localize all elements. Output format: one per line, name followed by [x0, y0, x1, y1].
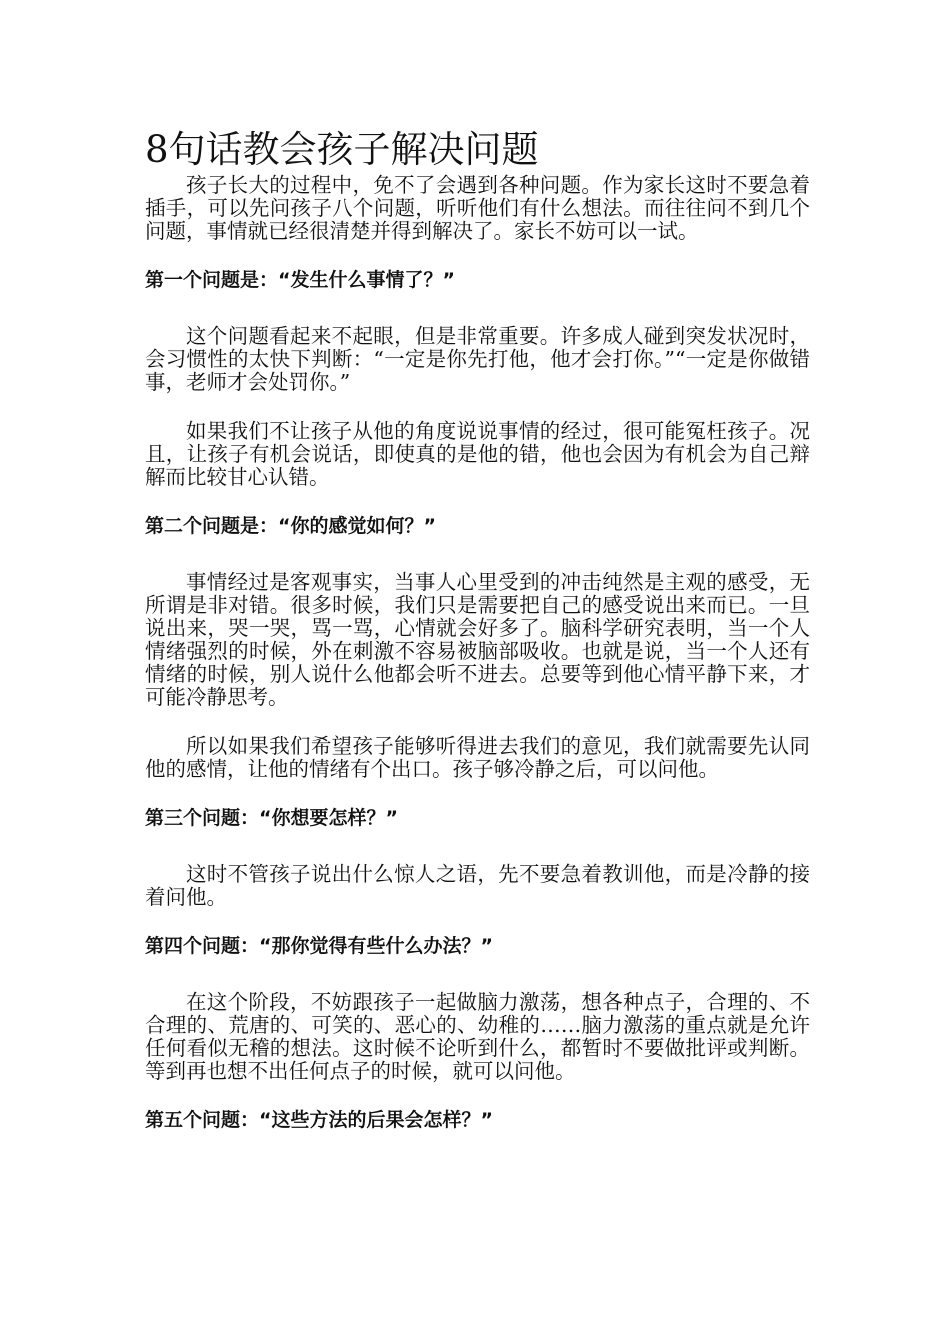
- intro-paragraph: 孩子长大的过程中，免不了会遇到各种问题。作为家长这时不要急着插手，可以先问孩子八个问题，听听他们有什么想法。而往往问不到几个问题，事情就已经很清楚并得到解决了。家长不妨可以一试。: [145, 173, 810, 243]
- paragraph: 如果我们不让孩子从他的角度说说事情的经过，很可能冤枉孩子。况且，让孩子有机会说话，即使真的是他的错，他也会因为有机会为自己辩解而比较甘心认错。: [145, 419, 810, 489]
- document-title: 8句话教会孩子解决问题: [145, 128, 539, 171]
- document-page: [145, 128, 810, 1132]
- question-3-heading: 第三个问题：“你想要怎样？”: [145, 807, 398, 829]
- paragraph: 这时不管孩子说出什么惊人之语，先不要急着教训他，而是冷静的接着问他。: [145, 862, 810, 909]
- paragraph: 在这个阶段，不妨跟孩子一起做脑力激荡，想各种点子，合理的、不合理的、荒唐的、可笑的、恶心的、幼稚的……脑力激荡的重点就是允许任何看似无稽的想法。这时候不论听到什么，都暂时不要做批评或判断。等到再也想不出任何点子的时候，就可以问他。: [145, 990, 810, 1083]
- paragraph: 事情经过是客观事实，当事人心里受到的冲击纯然是主观的感受，无所谓是非对错。很多时候，我们只是需要把自己的感受说出来而已。一旦说出来，哭一哭，骂一骂，心情就会好多了。脑科学研究表明，当一个人情绪强烈的时候，外在刺激不容易被脑部吸收。也就是说，当一个人还有情绪的时候，别人说什么他都会听不进去。总要等到他心情平静下来，才可能冷静思考。: [145, 570, 810, 709]
- paragraph: 所以如果我们希望孩子能够听得进去我们的意见，我们就需要先认同他的感情，让他的情绪有个出口。孩子够冷静之后，可以问他。: [145, 734, 810, 781]
- question-2-heading: 第二个问题是：“你的感觉如何？”: [145, 515, 436, 537]
- question-4-heading: 第四个问题：“那你觉得有些什么办法？”: [145, 935, 493, 957]
- question-5-heading: 第五个问题：“这些方法的后果会怎样？”: [145, 1109, 493, 1131]
- paragraph: 这个问题看起来不起眼，但是非常重要。许多成人碰到突发状况时，会习惯性的太快下判断：“一定是你先打他，他才会打你。”“一定是你做错事，老师才会处罚你。”: [145, 324, 810, 394]
- question-1-heading: 第一个问题是：“发生什么事情了？”: [145, 269, 455, 291]
